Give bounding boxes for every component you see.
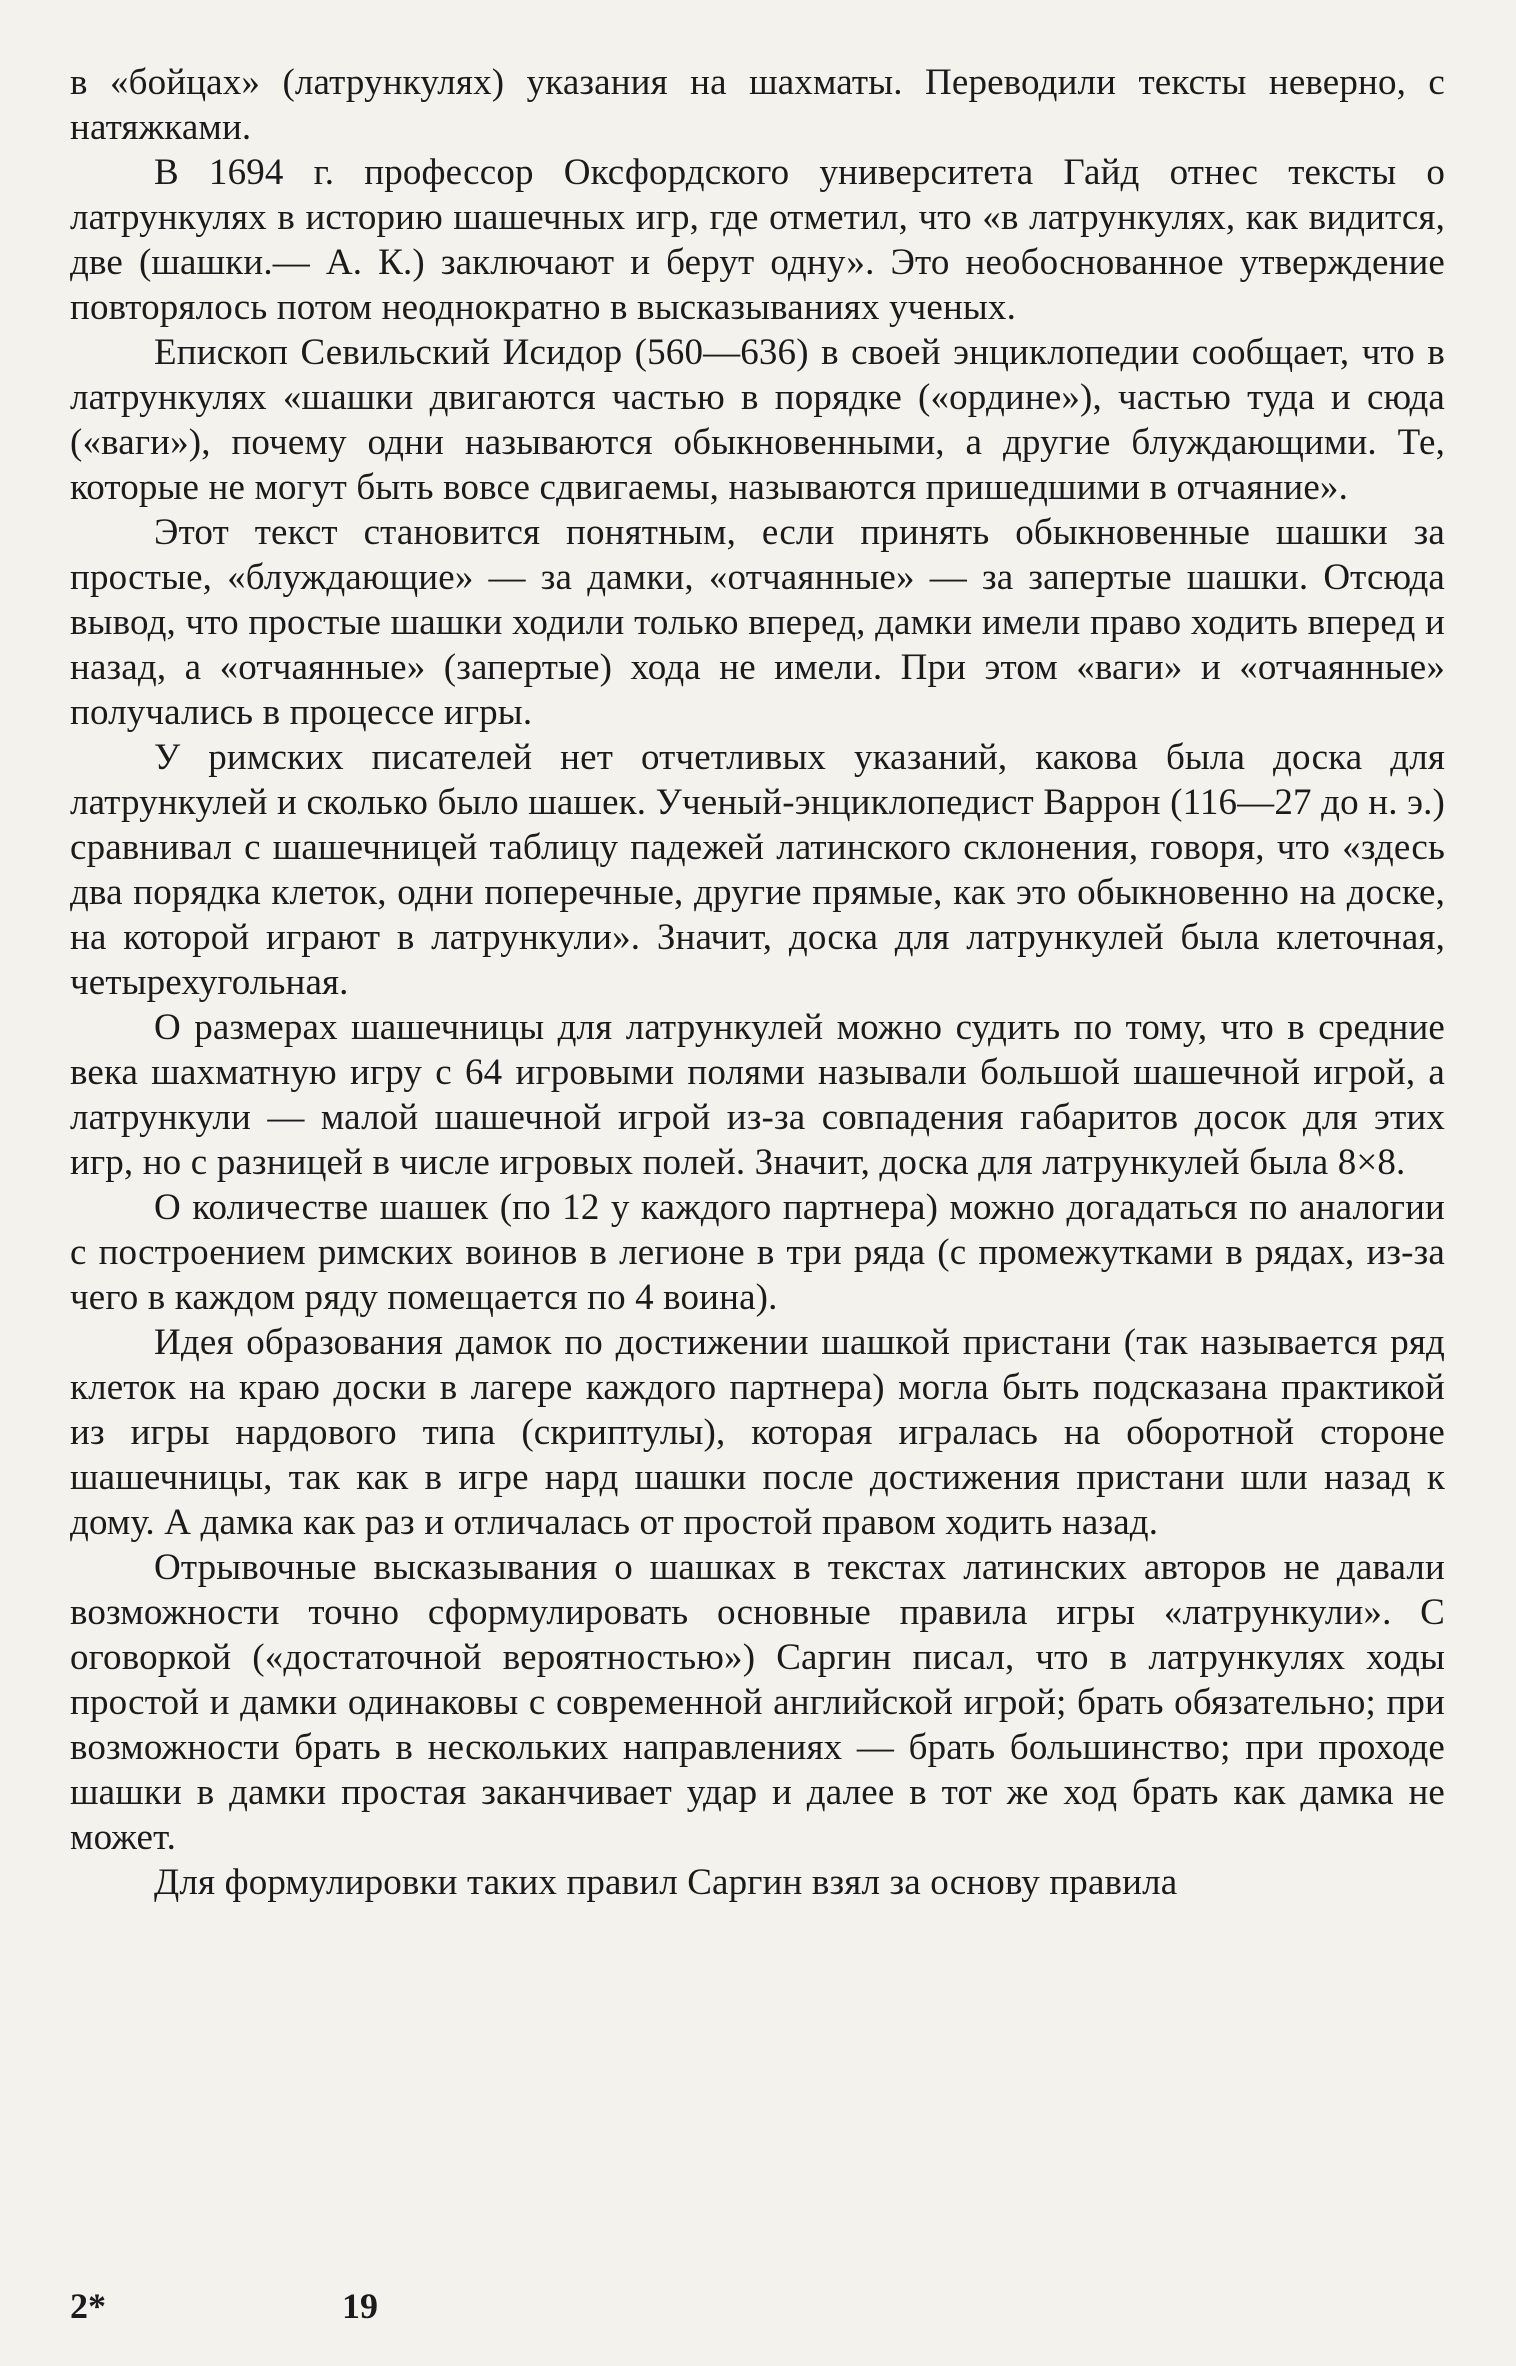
paragraph: О количестве шашек (по 12 у каждого партнера) можно догадаться по аналогии с построением римских воинов в легионе в три ряда (с промежутками в рядах, из-за чего в каждом ряду помещается по 4 воина).	[70, 1187, 1445, 1318]
paragraph: в «бойцах» (латрункулях) указания на шахматы. Переводили тексты неверно, с натяжками.	[70, 62, 1445, 148]
page-number: 19	[342, 2286, 378, 2326]
paragraph: У римских писателей нет отчетливых указаний, какова была доска для латрункулей и сколько было шашек. Ученый-энциклопедист Варрон (116—27 до н. э.) сравнивал с шашечницей таблицу падежей латинского склонения, говоря, что «здесь два порядка клеток, одни поперечные, другие прямые, как это обыкновенно на доске, на которой играют в латрункули». Значит, доска для латрункулей была клеточная, четырехугольная.	[70, 737, 1445, 1003]
paragraph: О размерах шашечницы для латрункулей можно судить по тому, что в средние века шахматную игру с 64 игровыми полями называли большой шашечной игрой, а латрункули — малой шашечной игрой из-за совпадения габаритов досок для этих игр, но с разницей в числе игровых полей. Значит, доска для латрункулей была 8×8.	[70, 1007, 1445, 1183]
paragraph: Епископ Севильский Исидор (560—636) в своей энциклопедии сообщает, что в латрункулях «шашки двигаются частью в порядке («ордине»), частью туда и сюда («ваги»), почему одни называются обыкновенными, а другие блуждающими. Те, которые не могут быть вовсе сдвигаемы, называются пришедшими в отчаяние».	[70, 332, 1445, 508]
paragraph: Идея образования дамок по достижении шашкой пристани (так называется ряд клеток на краю доски в лагере каждого партнера) могла быть подсказана практикой из игры нардового типа (скриптулы), которая игралась на оборотной стороне шашечницы, так как в игре нард шашки после достижения пристани шли назад к дому. А дамка как раз и отличалась от простой правом ходить назад.	[70, 1322, 1445, 1543]
paragraph: Для формулировки таких правил Саргин взял за основу правила	[154, 1862, 1178, 1903]
body-text	[70, 60, 1445, 1905]
paragraph: В 1694 г. профессор Оксфордского университета Гайд отнес тексты о латрункулях в историю шашечных игр, где отметил, что «в латрункулях, как видится, две (шашки.— А. К.) заключают и берут одну». Это необоснованное утверждение повторялось потом неоднократно в высказываниях ученых.	[70, 152, 1445, 328]
paragraph: Отрывочные высказывания о шашках в текстах латинских авторов не давали возможности точно сформулировать основные правила игры «латрункули». С оговоркой («достаточной вероятностью») Саргин писал, что в латрункулях ходы простой и дамки одинаковы с современной английской игрой; брать обязательно; при возможности брать в нескольких направлениях — брать большинство; при проходе шашки в дамки простая заканчивает удар и далее в тот же ход брать как дамка не может.	[70, 1547, 1445, 1858]
printer-signature: 2*	[70, 2286, 106, 2326]
paragraph: Этот текст становится понятным, если принять обыкновенные шашки за простые, «блуждающие» — за дамки, «отчаянные» — за запертые шашки. Отсюда вывод, что простые шашки ходили только вперед, дамки имели право ходить вперед и назад, а «отчаянные» (запертые) хода не имели. При этом «ваги» и «отчаянные» получались в процессе игры.	[70, 512, 1445, 733]
page-footer	[70, 2285, 670, 2335]
